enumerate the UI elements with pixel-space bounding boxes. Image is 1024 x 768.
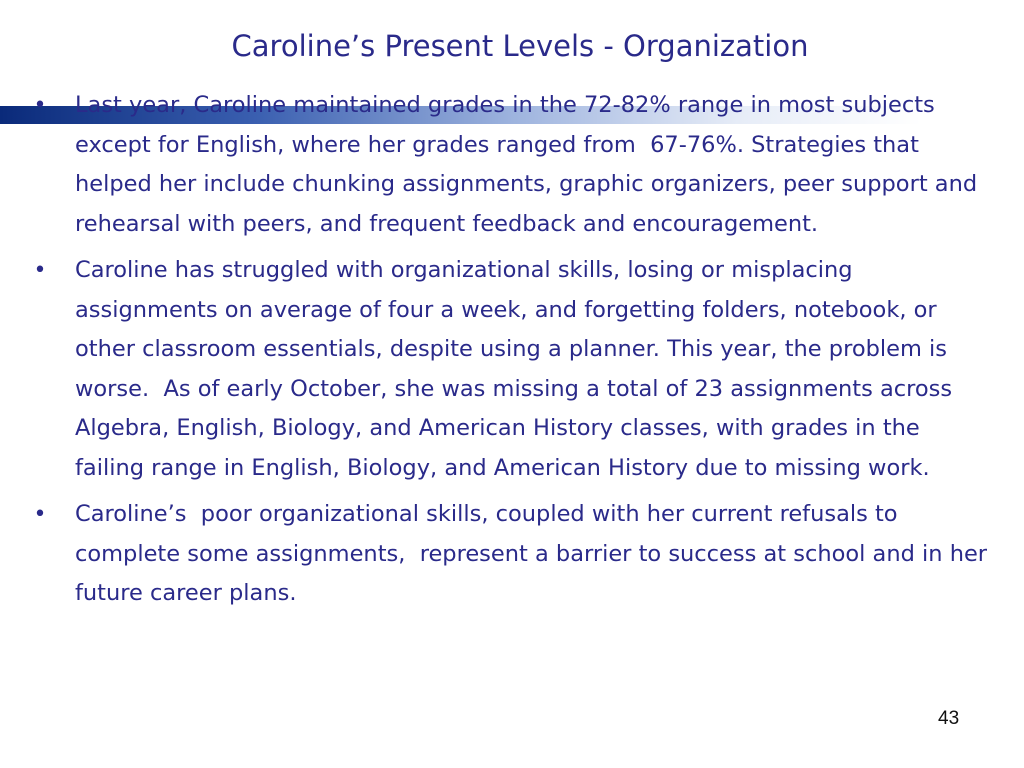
bullet-marker-icon: • (33, 502, 47, 527)
bullet-marker-icon: • (33, 258, 47, 283)
bullet-text: Last year, Caroline maintained grades in the 72-82% range in most subjects except for English, where her grades ranged from 67-76%. Strategies that helped her include chunking assignments, graphic organizers, peer support and rehearsal with peers, and frequent feedback and encouragement. (75, 92, 985, 237)
bullet-item-3 (30, 495, 995, 614)
bullet-marker-icon: • (33, 93, 47, 118)
bullet-list (30, 86, 995, 621)
bullet-item-2 (30, 251, 990, 488)
page-number: 43 (938, 708, 960, 729)
bullet-item-1 (30, 86, 990, 244)
bullet-text: Caroline has struggled with organizational skills, losing or misplacing assignments on average of four a week, and forgetting folders, notebook, or other classroom essentials, despite using a planner. This year, the problem is worse. As of early October, she was missing a total of 23 assignments across Algebra, English, Biology, and American History classes, with grades in the failing range in English, Biology, and American History due to missing work. (75, 257, 960, 481)
slide-title: Caroline’s Present Levels - Organization (231, 29, 809, 63)
bullet-text: Caroline’s poor organizational skills, coupled with her current refusals to complete some assignments, represent a barrier to success at school and in her future career plans. (75, 501, 995, 606)
